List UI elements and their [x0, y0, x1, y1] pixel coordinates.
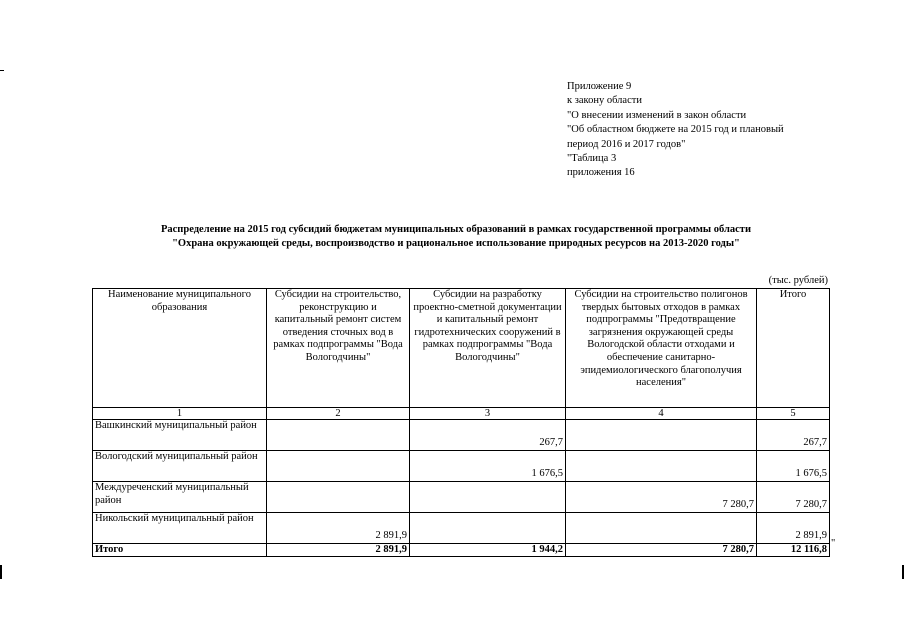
- title-line-1: Распределение на 2015 год субсидий бюджетам муниципальных образований в рамках государственной программы области: [160, 224, 751, 235]
- value-cell: [267, 420, 410, 451]
- municipality-name: Вологодский муниципальный район: [93, 451, 267, 482]
- appendix-line: приложения 16: [567, 167, 635, 179]
- column-number: 2: [267, 408, 410, 420]
- document-title: [0, 223, 905, 251]
- total-label: Итого: [93, 544, 267, 557]
- total-value: 1 944,2: [410, 544, 566, 557]
- scan-edge-mark: [902, 565, 904, 579]
- header-cell: Субсидии на строительство, реконструкцию и капитальный ремонт систем отведения сточных вод в рамках подпрограммы "Вода Вологодчины": [267, 289, 410, 408]
- municipality-name: Междуреченский муниципальный район: [93, 482, 267, 513]
- scan-edge-mark: [0, 565, 2, 579]
- total-value: 7 280,7: [566, 544, 757, 557]
- appendix-header: [567, 80, 784, 181]
- table-row: [93, 451, 830, 482]
- value-cell: [566, 451, 757, 482]
- table-row: [93, 420, 830, 451]
- appendix-line: "Таблица 3: [567, 153, 617, 165]
- table-header-row: [93, 289, 830, 408]
- units-label: (тыс. рублей): [768, 275, 828, 286]
- header-cell: Субсидии на строительство полигонов твердых бытовых отходов в рамках подпрограммы "Предотвращение загрязнения окружающей среды Вологодской области отходами и обеспечение санитарно-эпидемиологического благополучия населения": [566, 289, 757, 408]
- total-value: 12 116,8: [757, 544, 830, 557]
- total-row: [93, 544, 830, 557]
- value-cell: 1 676,5: [410, 451, 566, 482]
- value-cell: [566, 513, 757, 544]
- appendix-line: к закону области: [567, 95, 642, 107]
- value-cell: 267,7: [410, 420, 566, 451]
- value-cell: 1 676,5: [757, 451, 830, 482]
- column-number: 1: [93, 408, 267, 420]
- header-cell: Субсидии на разработку проектно-сметной документации и капитальный ремонт гидротехнических сооружений в рамках подпрограммы "Вода Вологодчины": [410, 289, 566, 408]
- table-row: [93, 513, 830, 544]
- value-cell: [566, 420, 757, 451]
- table-row: [93, 482, 830, 513]
- header-cell: Итого: [757, 289, 830, 408]
- subsidy-table: [92, 288, 830, 557]
- value-cell: [267, 451, 410, 482]
- value-cell: [410, 482, 566, 513]
- value-cell: [267, 482, 410, 513]
- column-number: 5: [757, 408, 830, 420]
- value-cell: 267,7: [757, 420, 830, 451]
- scan-edge-mark: [0, 70, 4, 71]
- value-cell: 2 891,9: [757, 513, 830, 544]
- value-cell: 7 280,7: [757, 482, 830, 513]
- closing-quote: ": [831, 538, 836, 549]
- value-cell: 7 280,7: [566, 482, 757, 513]
- municipality-name: Вашкинский муниципальный район: [93, 420, 267, 451]
- column-number-row: [93, 408, 830, 420]
- value-cell: 2 891,9: [267, 513, 410, 544]
- appendix-line: "О внесении изменений в закон области: [567, 109, 747, 121]
- municipality-name: Никольский муниципальный район: [93, 513, 267, 544]
- header-cell: Наименование муниципального образования: [93, 289, 267, 408]
- column-number: 3: [410, 408, 566, 420]
- total-value: 2 891,9: [267, 544, 410, 557]
- appendix-line: Приложение 9: [567, 81, 632, 92]
- appendix-line: период 2016 и 2017 годов": [567, 138, 686, 150]
- column-number: 4: [566, 408, 757, 420]
- appendix-line: "Об областном бюджете на 2015 год и плановый: [567, 124, 784, 136]
- title-line-2: "Охрана окружающей среды, воспроизводство и рациональное использование природных ресурсов на 2013-2020 годы": [172, 238, 740, 249]
- value-cell: [410, 513, 566, 544]
